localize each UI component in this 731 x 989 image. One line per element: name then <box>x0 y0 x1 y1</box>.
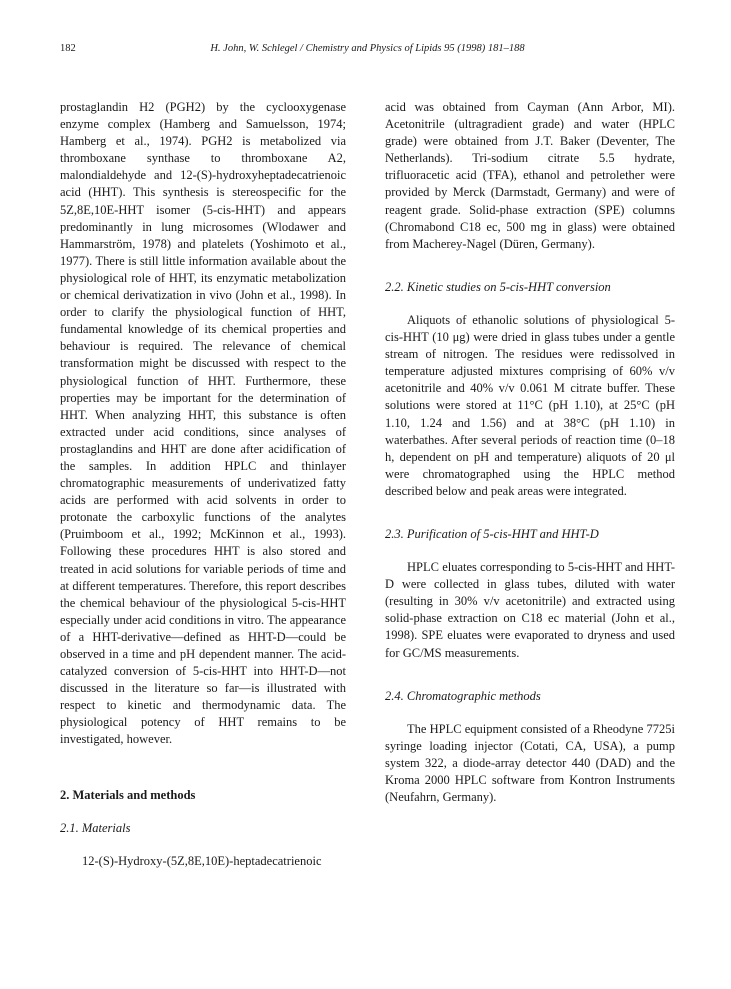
materials-paragraph-start: 12-(S)-Hydroxy-(5Z,8E,10E)-heptadecatrienoic <box>82 853 322 868</box>
right-column <box>385 99 675 806</box>
kinetic-paragraph: Aliquots of ethanolic solutions of physiological 5-cis-HHT (10 μg) were dried in glass tubes under a gentle stream of nitrogen. The residues were redissolved in temperature adjusted mixtures comprising of 60% v/v acetonitrile and 40% v/v 0.061 M citrate buffer. These solutions were stored at 11°C (pH 1.10), at 25°C (pH 1.10, 1.24 and 1.56) and at 38°C (pH 1.10) in waterbathes. After several periods of reaction time (0–18 h, dependent on pH and temperature) aliquots of 20 μl were chromatographed using the HPLC method described below and peak areas were integrated. <box>385 312 675 498</box>
intro-paragraph: prostaglandin H2 (PGH2) by the cyclooxygenase enzyme complex (Hamberg and Samuelsson, 1974; Hamberg et al., 1974). PGH2 is metabolized via thromboxane synthase to thromboxane A2, malondialdehyde and 12-(S)-hydroxyheptadecatrienoic acid (HHT). This synthesis is stereospecific for the 5Z,8E,10E-HHT isomer (5-cis-HHT) and appears predominantly in lung microsomes (Wlodawer and Hammarström, 1978) and platelets (Yoshimoto et al., 1977). There is still little information available about the physiological role of HHT, its enzymatic metabolization or chemical derivatization in vivo (John et al., 1998). In order to clarify the physiological function of HHT, fundamental knowledge of its chemical properties and behaviour is required. The relevance of chemical transformation might be discussed with respect to the physiological function of HHT. Furthermore, these properties may be important for the determination of HHT. When analyzing HHT, this substance is often extracted under acid conditions, since analyses of prostaglandins and HHT are done after acidification of the samples. In addition HPLC and thinlayer chromatographic measurements of underivatized fatty acids are performed with acid solvents in order to protonate the carboxylic functions of the analytes (Pruimboom et al., 1992; McKinnon et al., 1993). Following these procedures HHT is also stored and treated in acid solutions for variable periods of time and at different temperatures. Therefore, this report describes the chemical behaviour of the physiological 5-cis-HHT especially under acid conditions in vitro. The appearance of a HHT-derivative—defined as HHT-D—could be observed in a time and pH dependent manner. The acid-catalyzed conversion of 5-cis-HHT into HHT-D—not discussed in the literature so far—is illustrated with respect to kinetic and thermodynamic data. The physiological potency of HHT remains to be investigated, however. <box>60 100 346 747</box>
materials-paragraph-continued: acid was obtained from Cayman (Ann Arbor, MI). Acetonitrile (ultragradient grade) and water (HPLC grade) were obtained from J.T. Baker (Deventer, The Netherlands). Tri-sodium citrate 5.5 hydrate, trifluoracetic acid (TFA), ethanol and petrolether were provided by Merck (Darmstadt, Germany) and were of reagent grade. Solid-phase extraction (SPE) columns (Chromabond C18 ec, 500 mg in glass) were obtained from Macherey-Nagel (Düren, Germany). <box>385 100 675 251</box>
subsection-heading-materials: 2.1. Materials <box>60 820 131 835</box>
chromatographic-paragraph: The HPLC equipment consisted of a Rheodyne 7725i syringe loading injector (Cotati, CA, USA), a pump system 322, a diode-array detector 440 (DAD) and the Kroma 2000 HPLC software from Kontron Instruments (Neufahrn, Germany). <box>385 721 675 805</box>
page-number: 182 <box>60 43 76 54</box>
purification-paragraph: HPLC eluates corresponding to 5-cis-HHT and HHT-D were collected in glass tubes, diluted with water (resulting in 30% v/v acetonitrile) and extracted using solid-phase extraction on C18 ec material (John et al., 1998). SPE eluates were evaporated to dryness and used for GC/MS measurements. <box>385 560 675 660</box>
left-column <box>60 99 346 870</box>
running-title: H. John, W. Schlegel / Chemistry and Physics of Lipids 95 (1998) 181–188 <box>210 43 525 54</box>
subsection-heading-purification: 2.3. Purification of 5-cis-HHT and HHT-D <box>385 526 599 541</box>
running-head <box>60 43 675 59</box>
subsection-heading-kinetic: 2.2. Kinetic studies on 5-cis-HHT conversion <box>385 279 611 294</box>
section-heading-materials-methods: 2. Materials and methods <box>60 787 196 802</box>
subsection-heading-chromatographic: 2.4. Chromatographic methods <box>385 688 541 703</box>
